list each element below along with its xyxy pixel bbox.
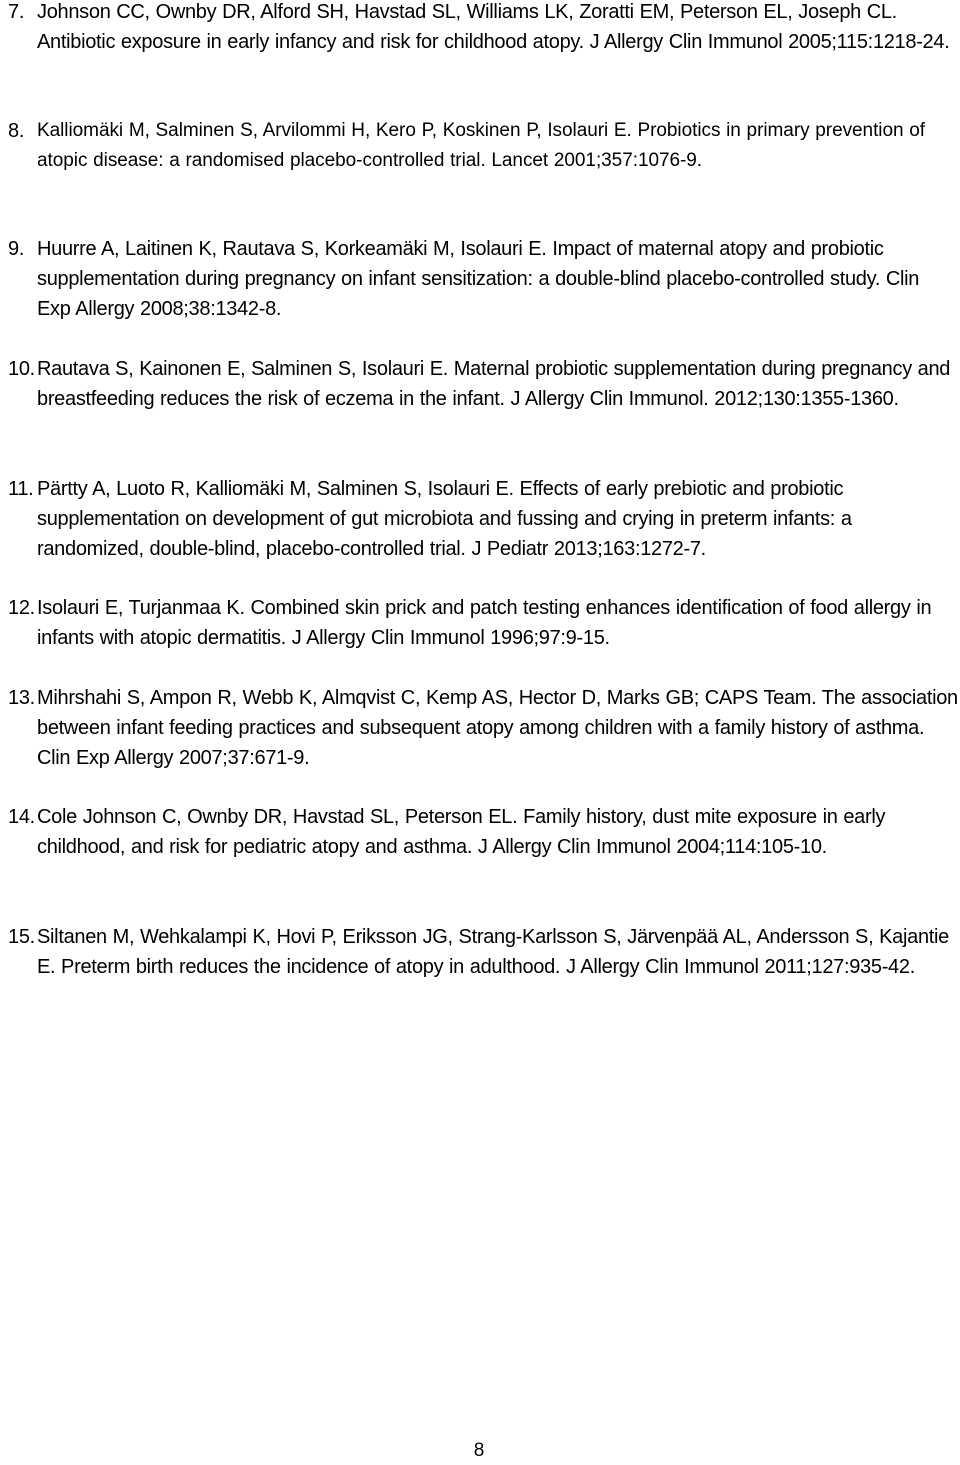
reference-number: 10. [8, 358, 35, 380]
reference-text: Johnson CC, Ownby DR, Alford SH, Havstad SL, Williams LK, Zoratti EM, Peterson EL, Joseph CL. Antibiotic exposure in early infancy and risk for childhood atopy. J Allergy Clin Immunol 2005;115:1218-24. [37, 1, 950, 53]
reference-text: Mihrshahi S, Ampon R, Webb K, Almqvist C, Kemp AS, Hector D, Marks GB; CAPS Team. The association between infant feeding practices and subsequent atopy among children with a family history of asthma. Clin Exp Allergy 2007;37:671-9. [37, 687, 958, 769]
reference-text: Huurre A, Laitinen K, Rautava S, Korkeamäki M, Isolauri E. Impact of maternal atopy and probiotic supplementation during pregnancy on infant sensitization: a double-blind placebo-controlled study. Clin Exp Allergy 2008;38:1342-8. [37, 238, 920, 320]
reference-number: 9. [8, 238, 25, 260]
reference-item-12 [0, 593, 958, 653]
reference-item-8 [0, 116, 958, 176]
reference-number: 13. [8, 687, 35, 709]
reference-text: Isolauri E, Turjanmaa K. Combined skin prick and patch testing enhances identification of food allergy in infants with atopic dermatitis. J Allergy Clin Immunol 1996;97:9-15. [37, 597, 932, 649]
reference-text: Cole Johnson C, Ownby DR, Havstad SL, Peterson EL. Family history, dust mite exposure in early childhood, and risk for pediatric atopy and asthma. J Allergy Clin Immunol 2004;114:105-10. [37, 806, 886, 858]
reference-item-7 [0, 0, 958, 57]
reference-text: Kalliomäki M, Salminen S, Arvilommi H, Kero P, Koskinen P, Isolauri E. Probiotics in primary prevention of atopic disease: a randomised placebo-controlled trial. Lancet 2001;357:1076-9. [37, 120, 925, 171]
reference-number: 11. [8, 478, 34, 500]
reference-text: Rautava S, Kainonen E, Salminen S, Isolauri E. Maternal probiotic supplementation during pregnancy and breastfeeding reduces the risk of eczema in the infant. J Allergy Clin Immunol. 2012;130:1355-1360. [37, 358, 951, 410]
reference-text: Pärtty A, Luoto R, Kalliomäki M, Salminen S, Isolauri E. Effects of early prebiotic and probiotic supplementation on development of gut microbiota and fussing and crying in preterm infants: a randomized, double-blind, placebo-controlled trial. J Pediatr 2013;163:1272-7. [37, 478, 852, 560]
reference-item-14 [0, 802, 958, 862]
reference-item-11 [0, 474, 958, 564]
reference-number: 14. [8, 806, 35, 828]
reference-number: 12. [8, 597, 35, 619]
reference-item-15 [0, 922, 958, 982]
reference-item-9 [0, 234, 958, 324]
reference-number: 15. [8, 926, 35, 948]
reference-item-10 [0, 354, 958, 414]
reference-text: Siltanen M, Wehkalampi K, Hovi P, Eriksson JG, Strang-Karlsson S, Järvenpää AL, Andersson S, Kajantie E. Preterm birth reduces the incidence of atopy in adulthood. J Allergy Clin Immunol 2011;127:935-42. [37, 926, 949, 978]
reference-number: 7. [8, 1, 25, 23]
page-number: 8 [473, 1440, 485, 1461]
reference-number: 8. [8, 120, 25, 142]
reference-item-13 [0, 683, 958, 773]
